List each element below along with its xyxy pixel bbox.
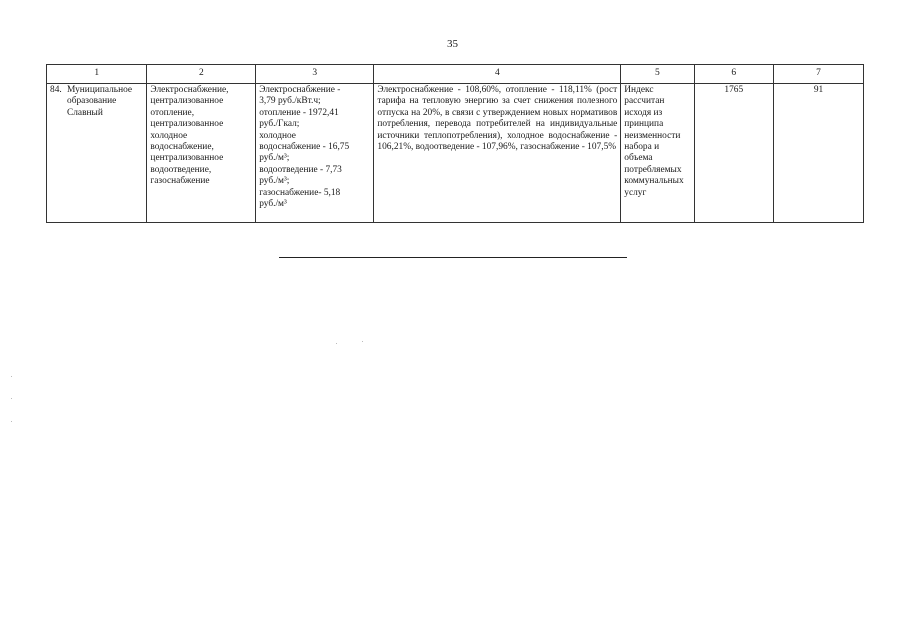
scan-speck	[11, 421, 12, 422]
index-note-cell: Индекс рассчитан исходя из принципа неизменности набора и объема потребляемых коммунальных услуг	[621, 84, 694, 223]
data-table	[46, 64, 864, 223]
column-header-3: 3	[256, 65, 374, 84]
row-number: 84.	[50, 85, 62, 95]
scan-speck	[11, 376, 12, 377]
column-header-4: 4	[374, 65, 621, 84]
column-header-7: 7	[774, 65, 864, 84]
municipality-cell	[47, 84, 147, 223]
column-header-6: 6	[694, 65, 774, 84]
municipality-name: Муниципальное образование Славный	[67, 85, 133, 118]
tariffs-cell: Электроснабжение - 3,79 руб./кВт.ч; отопление - 1972,41 руб./Гкал; холодное водоснабжение - 16,75 руб./м³; водоотведение - 7,73 руб./м³; газоснабжение- 5,18 руб./м³	[256, 84, 374, 223]
column-7-value: 91	[774, 84, 864, 223]
page-number: 35	[447, 38, 458, 50]
scan-speck	[11, 398, 12, 399]
table-header-row	[47, 65, 864, 84]
table-row	[47, 84, 864, 223]
scan-speck	[336, 343, 337, 344]
signature-rule	[279, 257, 627, 258]
column-header-2: 2	[147, 65, 256, 84]
column-6-value: 1765	[694, 84, 774, 223]
column-header-1: 1	[47, 65, 147, 84]
column-header-5: 5	[621, 65, 694, 84]
scan-speck	[362, 341, 363, 342]
services-cell: Электроснабжение, централизованное отопление, централизованное холодное водоснабжение, централизованное водоотведение, газоснабжение	[147, 84, 256, 223]
growth-cell: Электроснабжение - 108,60%, отопление - 118,11% (рост тарифа на тепловую энергию за счет снижения полезного отпуска на 20%, в связи с утверждением новых нормативов потребления, перевода потребителей на индивидуальные источники теплопотребления), холодное водоснабжение - 106,21%, водоотведение - 107,96%, газоснабжение - 107,5%	[374, 84, 621, 223]
